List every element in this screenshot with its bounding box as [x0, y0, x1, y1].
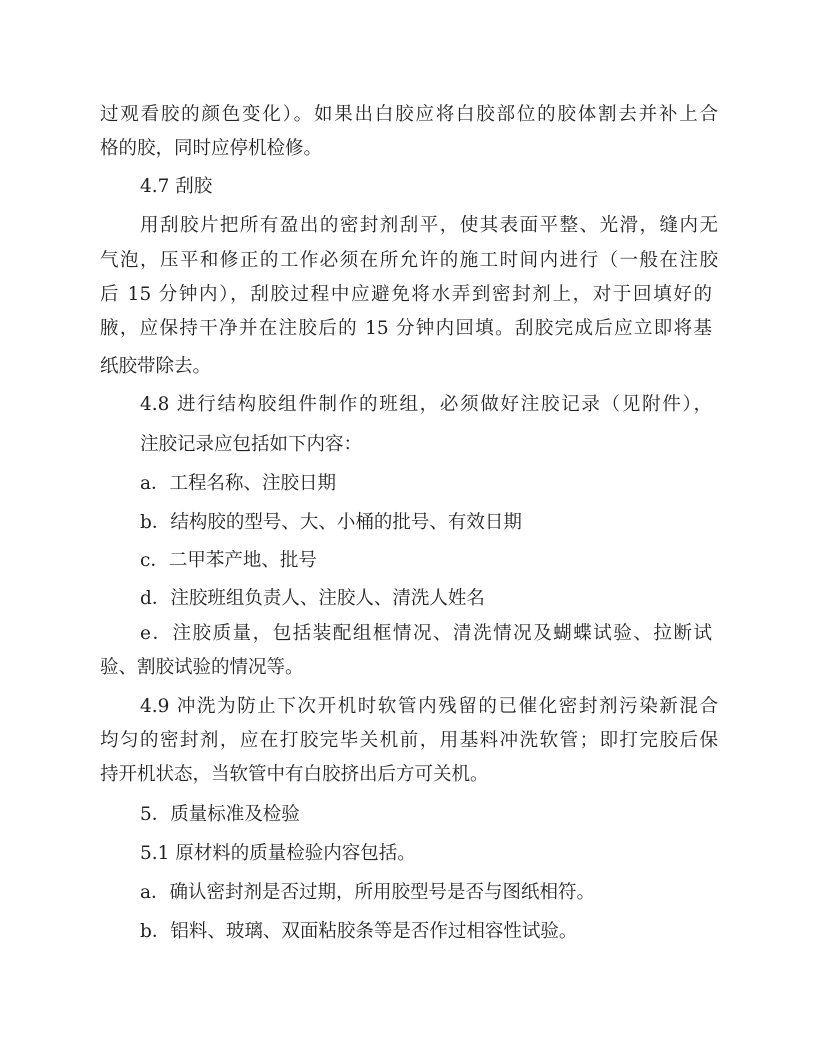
section-heading: 4.7 刮胶	[140, 176, 213, 197]
list-item: c．二甲苯产地、批号	[140, 550, 317, 571]
paragraph-line: 持开机状态，当软管中有白胶挤出后方可关机。	[100, 764, 489, 785]
section-heading: 5．质量标准及检验	[140, 804, 300, 825]
list-item: a．确认密封剂是否过期，所用胶型号是否与图纸相符。	[140, 882, 596, 903]
paragraph-line: 用刮胶片把所有盈出的密封剂刮平，使其表面平整、光滑，缝内无	[140, 215, 718, 236]
list-item: b．结构胶的型号、大、小桶的批号、有效日期	[140, 512, 522, 533]
list-item: a．工程名称、注胶日期	[140, 473, 337, 494]
list-item: d．注胶班组负责人、注胶人、清洗人姓名	[140, 588, 485, 609]
list-item: e．注胶质量，包括装配组框情况、清洗情况及蝴蝶试验、拉断试	[140, 623, 712, 644]
paragraph-line: 过观看胶的颜色变化）。如果出白胶应将白胶部位的胶体割去并补上合	[100, 104, 718, 125]
paragraph-line: 4.9 冲洗为防止下次开机时软管内残留的已催化密封剂污染新混合	[140, 696, 718, 717]
list-item: b．铝料、玻璃、双面粘胶条等是否作过相容性试验。	[140, 921, 578, 942]
paragraph-line: 4.8 进行结构胶组件制作的班组，必须做好注胶记录（见附件），	[140, 394, 712, 415]
paragraph-line: 腋，应保持干净并在注胶后的 15 分钟内回填。刮胶完成后应立即将基	[100, 318, 712, 339]
list-item: 验、割胶试验的情况等。	[100, 657, 304, 678]
paragraph-line: 格的胶，同时应停机检修。	[100, 138, 323, 159]
paragraph-line: 注胶记录应包括如下内容：	[140, 434, 363, 455]
paragraph-line: 纸胶带除去。	[100, 356, 212, 377]
paragraph-line: 气泡，压平和修正的工作必须在所允许的施工时间内进行（一般在注胶	[100, 250, 718, 271]
paragraph-line: 均匀的密封剂，应在打胶完毕关机前，用基料冲洗软管；即打完胶后保	[100, 730, 718, 751]
paragraph-line: 后 15 分钟内），刮胶过程中应避免将水弄到密封剂上，对于回填好的	[100, 284, 712, 305]
subsection-heading: 5.1 原材料的质量检验内容包括。	[140, 843, 416, 864]
